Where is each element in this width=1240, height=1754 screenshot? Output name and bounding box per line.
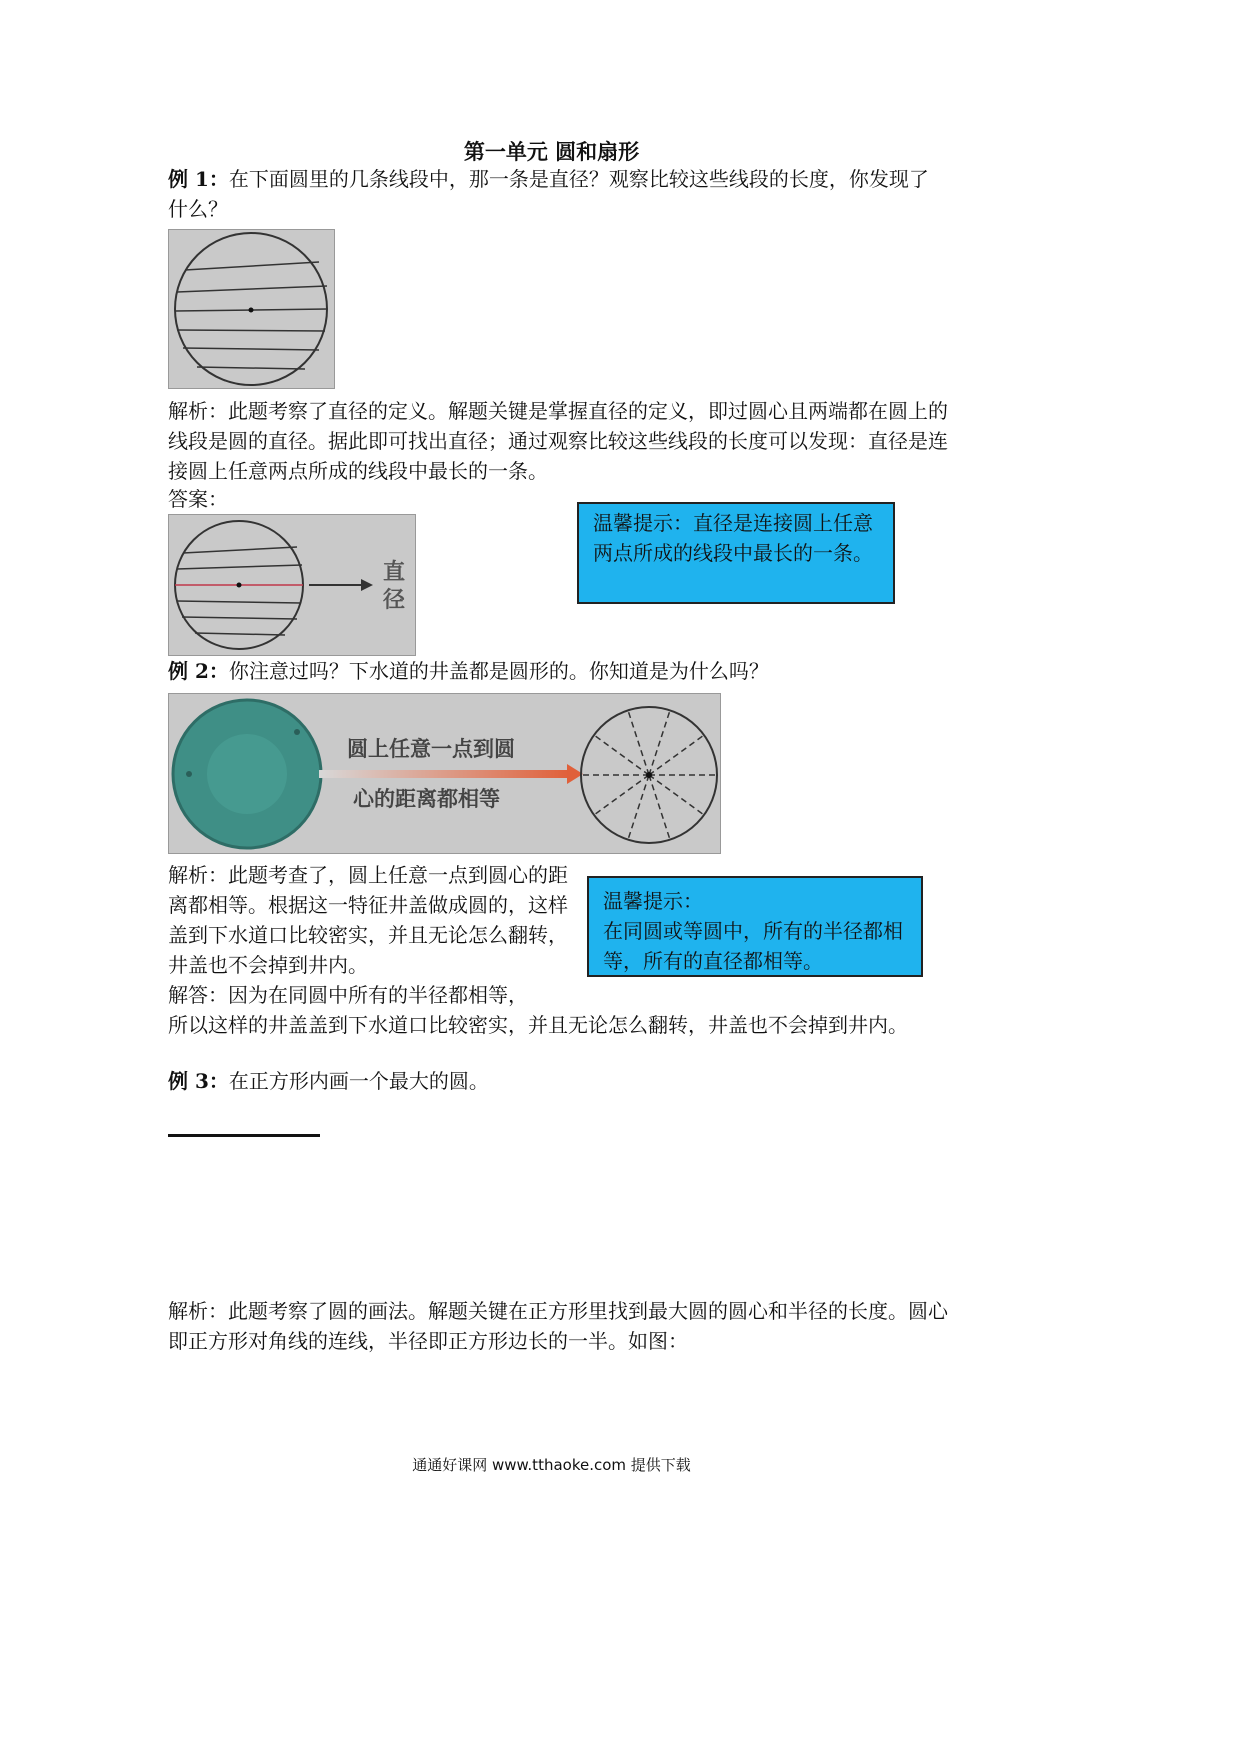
example1-answer-figure — [168, 514, 416, 656]
example1-label: 例 1： — [168, 167, 229, 191]
example1-question — [168, 164, 948, 224]
example2-answer-line1: 解答：因为在同圆中所有的半径都相等， — [168, 983, 528, 1007]
example2-question-text: 你注意过吗？下水道的井盖都是圆形的。你知道是为什么吗？ — [228, 659, 769, 683]
radius-line — [649, 775, 702, 814]
radius-line — [629, 712, 649, 775]
figure-text-2: 心的距离都相等 — [353, 786, 500, 811]
example3-analysis: 解析：此题考察了圆的画法。解题关键在正方形里找到最大圆的圆心和半径的长度。圆心即正方形对角线的连线，半径即正方形边长的一半。如图： — [168, 1299, 948, 1353]
radius-line — [629, 775, 649, 838]
tip-box-2 — [587, 876, 923, 977]
figure-text-1: 圆上任意一点到圆 — [347, 736, 515, 761]
tip-2-title: 温馨提示： — [603, 889, 703, 913]
figure-label-char-1: 直 — [382, 559, 406, 585]
example3-question — [168, 1066, 948, 1096]
example3-label: 例 3： — [168, 1069, 229, 1093]
example2-answer-rest: 所以这样的井盖盖到下水道口比较密实，并且无论怎么翻转，井盖也不会掉到井内。 — [168, 1013, 908, 1037]
example3-question-text: 在正方形内画一个最大的圆。 — [228, 1069, 489, 1093]
figure-label-char-2: 径 — [382, 587, 406, 613]
example1-question-text: 在下面圆里的几条线段中，那一条是直径？观察比较这些线段的长度，你发现了什么？ — [168, 167, 929, 221]
page-title: 第一单元 圆和扇形 — [463, 139, 640, 164]
radius-line — [649, 736, 702, 775]
tip-box-1 — [577, 502, 895, 604]
example2-manhole-figure — [168, 693, 721, 854]
example1-analysis: 解析：此题考察了直径的定义。解题关键是掌握直径的定义，即过圆心且两端都在圆上的线段是圆的直径。据此即可找出直径；通过观察比较这些线段的长度可以发现：直径是连接圆上任意两点所成的线段中最长的一条。 — [168, 399, 948, 483]
footnote-rule — [168, 1134, 320, 1137]
example1-answer-label: 答案： — [168, 487, 228, 511]
radius-line — [596, 736, 649, 775]
radius-line — [649, 775, 669, 838]
radius-line — [649, 712, 669, 775]
tip-1-text: 温馨提示：直径是连接圆上任意两点所成的线段中最长的一条。 — [593, 511, 873, 565]
example2-label: 例 2： — [168, 659, 229, 683]
example2-question — [168, 656, 948, 686]
radius-line — [596, 775, 649, 814]
example2-analysis: 解析：此题考查了，圆上任意一点到圆心的距离都相等。根据这一特征井盖做成圆的，这样盖到下水道口比较密实，并且无论怎么翻转，井盖也不会掉到井内。 — [168, 863, 568, 977]
tip-2-body: 在同圆或等圆中，所有的半径都相等，所有的直径都相等。 — [603, 919, 903, 973]
example1-circle-figure — [168, 229, 335, 389]
page-footer: 通通好课网 www.tthaoke.com 提供下载 — [412, 1456, 691, 1474]
